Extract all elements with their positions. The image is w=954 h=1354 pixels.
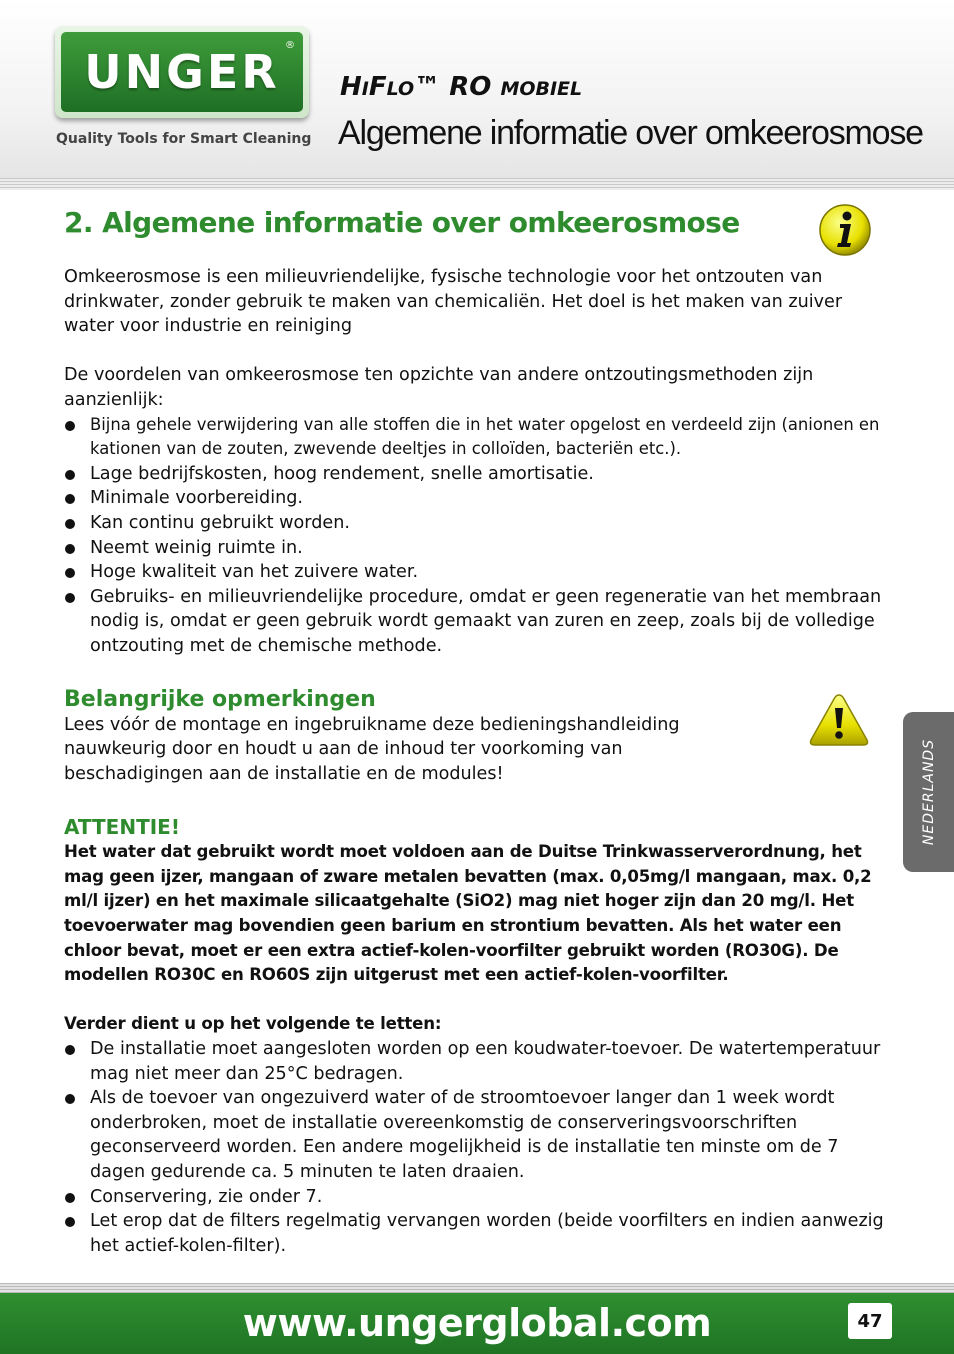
header-divider: [0, 178, 954, 190]
followup-list: [64, 1037, 884, 1258]
unger-logo: [55, 26, 309, 118]
page-footer: [0, 1293, 954, 1354]
list-item: Let erop dat de filters regelmatig vervangen worden (beide voorfilters en indien aanwezig het actief-kolen-filter).: [64, 1209, 884, 1258]
list-item: De installatie moet aangesloten worden op een koudwater-toevoer. De watertemperatuur mag niet meer dan 25°C bedragen.: [64, 1037, 884, 1086]
list-item: Bijna gehele verwijdering van alle stoffen die in het water opgelost en verdeeld zijn (anionen en kationen van de zouten, zwevende deeltjes in colloïden, bacteriën etc.).: [64, 413, 884, 462]
advantages-intro: De voordelen van omkeerosmose ten opzichte van andere ontzoutingsmethoden zijn aanzienlijk:: [64, 365, 814, 410]
attention-paragraph: Het water dat gebruikt wordt moet voldoen aan de Duitse Trinkwasserverordnung, het mag geen ijzer, mangaan of zware metalen bevatten (max. 0,05mg/l mangaan, max. 0,2 ml/l ijzer) en het maximale silicaatgehalte (SiO2) mag niet hoger zijn dan 20 mg/l. Het toevoerwater mag bovendien geen barium en strontium bevatten. Als het water een chloor bevat, moet er een extra actief-kolen-voorfilter gebruikt worden (RO30G). De modellen RO30C en RO60S zijn uitgerust met een actief-kolen-voorfilter.: [64, 842, 872, 985]
list-item: Conservering, zie onder 7.: [64, 1185, 884, 1210]
language-tab: [903, 712, 954, 872]
remarks-heading: Belangrijke opmerkingen: [64, 686, 376, 712]
followup-heading: Verder dient u op het volgende te letten:: [64, 1014, 442, 1034]
product-name: HIFLO™ RO MOBIEL: [340, 72, 583, 102]
language-tab-label: NEDERLANDS: [920, 738, 937, 846]
list-item: Kan continu gebruikt worden.: [64, 511, 884, 536]
info-icon: [818, 203, 872, 257]
list-item: Neemt weinig ruimte in.: [64, 536, 884, 561]
page-number: 47: [848, 1303, 892, 1339]
list-item: Lage bedrijfskosten, hoog rendement, snelle amortisatie.: [64, 462, 884, 487]
section-heading: 2. Algemene informatie over omkeerosmose: [64, 206, 740, 239]
logo-wordmark: UNGER: [84, 45, 280, 99]
list-item: Gebruiks- en milieuvriendelijke procedure, omdat er geen regeneratie van het membraan nodig is, omdat er geen gebruik wordt gemaakt van zuren en zeep, zoals bij de volledige ontzouting met de chemische methode.: [64, 585, 884, 659]
main-content: [64, 265, 884, 1258]
list-item: Hoge kwaliteit van het zuivere water.: [64, 560, 884, 585]
list-item: Minimale voorbereiding.: [64, 486, 884, 511]
footer-divider: [0, 1283, 954, 1293]
intro-paragraph: Omkeerosmose is een milieuvriendelijke, fysische technologie voor het ontzouten van drinkwater, zonder gebruik te maken van chemicaliën. Het doel is het maken van zuiver water voor industrie en reiniging: [64, 267, 843, 337]
attention-heading: ATTENTIE!: [64, 815, 180, 840]
warning-icon: [808, 692, 870, 748]
remarks-paragraph: Lees vóór de montage en ingebruikname deze bedieningshandleiding nauwkeurig door en houdt u aan de inhoud ter voorkoming van beschadigingen aan de installatie en de modules!: [64, 714, 680, 784]
page-header: [0, 0, 954, 182]
list-item: Als de toevoer van ongezuiverd water of de stroomtoevoer langer dan 1 week wordt onderbroken, moet de installatie overeenkomstig de conserveringsvoorschriften geconserveerd worden. Een andere mogelijkheid is de installatie ten minste om de 7 dagen gedurende ca. 5 minuten te laten draaien.: [64, 1086, 884, 1184]
logo-tagline: Quality Tools for Smart Cleaning: [56, 131, 312, 147]
advantages-list: [64, 413, 884, 659]
page-title: Algemene informatie over omkeerosmose: [338, 114, 923, 152]
logo-registered-mark: ®: [285, 40, 295, 51]
website-link[interactable]: www.ungerglobal.com: [242, 1301, 712, 1345]
